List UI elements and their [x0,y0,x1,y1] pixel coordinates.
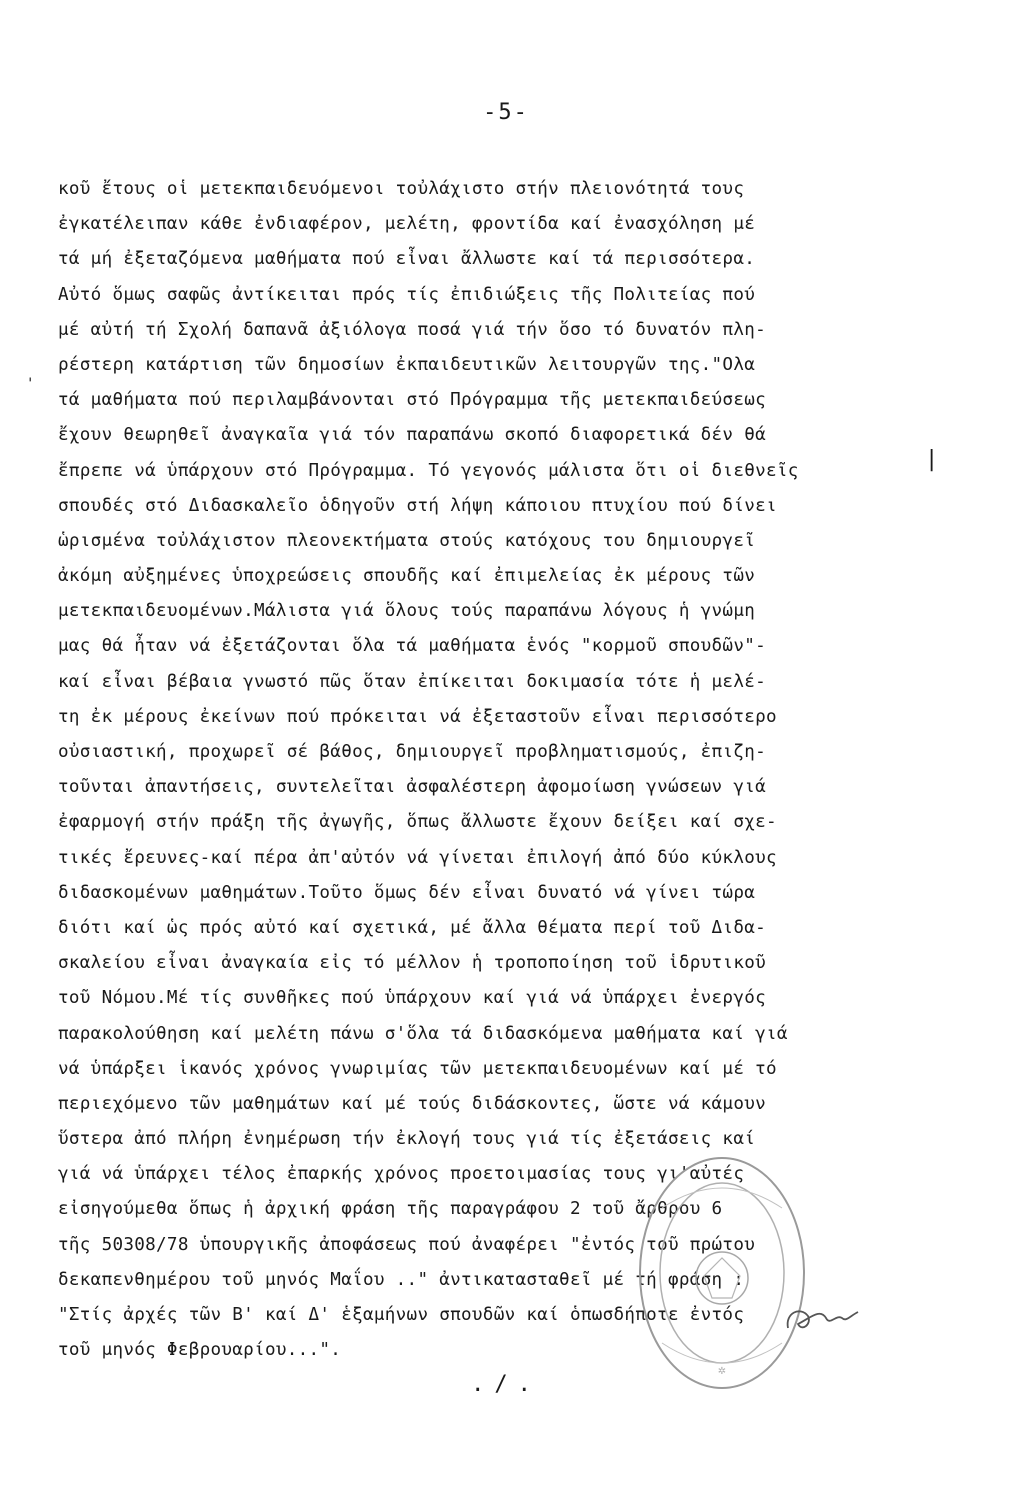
text-line: ἐγκατέλειπαν κάθε ἐνδιαφέρον, μελέτη, φροντίδα καί ἐνασχόληση μέ [58,214,756,235]
text-line: μας θά ἦταν νά ἐξετάζονται ὅλα τά μαθήματα ἑνός "κορμοῦ σπουδῶν"- [58,636,767,657]
text-line: μετεκπαιδευομένων.Μάλιστα γιά ὅλους τούς παραπάνω λόγους ἡ γνώμη [58,601,756,622]
text-line: "Στίς ἀρχές τῶν Β' καί Δ' ἑξαμήνων σπουδῶν καί ὁπωσδήποτε ἐντός [58,1305,745,1325]
text-line: διδασκομένων μαθημάτων.Τοῦτο ὅμως δέν εἶναι δυνατό νά γίνει τώρα [58,882,756,903]
handwritten-signature [780,1288,870,1348]
body-text [58,172,968,1368]
text-line: ὕστερα ἀπό πλήρη ἐνημέρωση τήν ἐκλογή τους γιά τίς ἐξετάσεις καί [58,1129,756,1150]
page-number: -5- [483,100,529,125]
text-line: σκαλείου εἶναι ἀναγκαία εἰς τό μέλλον ἡ τροποποίηση τοῦ ἱδρυτικοῦ [58,953,767,974]
text-line: ἐφαρμογή στήν πράξη τῆς ἀγωγῆς, ὅπως ἄλλωστε ἔχουν δείξει καί σχε- [58,812,777,833]
text-line: καί εἶναι βέβαια γνωστό πῶς ὅταν ἐπίκειται δοκιμασία τότε ἡ μελέ- [58,671,767,692]
text-line: τικές ἔρευνες-καί πέρα ἀπ'αὐτόν νά γίνεται ἐπιλογή ἀπό δύο κύκλους [58,847,777,868]
text-line: εἰσηγούμεθα ὅπως ἡ ἀρχική φράση τῆς παραγράφου 2 τοῦ ἄρθρου 6 [58,1199,723,1220]
text-line: δεκαπενθημέρου τοῦ μηνός Μαΐου .." ἀντικατασταθεῖ μέ τή φράση : [58,1269,745,1290]
text-line: γιά νά ὑπάρχει τέλος ἐπαρκής χρόνος προετοιμασίας τους γι'αὐτές [58,1164,745,1185]
text-line: ὡρισμένα τοὐλάχιστον πλεονεκτήματα στούς κατόχους του δημιουργεῖ [58,530,756,551]
text-line: ρέστερη κατάρτιση τῶν δημοσίων ἐκπαιδευτικῶν λειτουργῶν της."Ολα [58,354,756,375]
text-line: ἔχουν θεωρηθεῖ ἀναγκαῖα γιά τόν παραπάνω σκοπό διαφορετικά δέν θά [58,425,767,446]
text-line: περιεχόμενο τῶν μαθημάτων καί μέ τούς διδάσκοντες, ὥστε νά κάμουν [58,1093,767,1114]
svg-text:✲: ✲ [717,1366,727,1377]
text-line: τοῦ Νόμου.Μέ τίς συνθῆκες πού ὑπάρχουν καί γιά νά ὑπάρχει ἐνεργός [58,988,767,1009]
text-line: ἀκόμη αὐξημένες ὑποχρεώσεις σπουδῆς καί ἐπιμελείας ἐκ μέρους τῶν [58,566,756,587]
text-line: τοῦ μηνός Φεβρουαρίου...". [58,1340,342,1361]
text-line: τοῦνται ἀπαντήσεις, συντελεῖται ἀσφαλέστερη ἀφομοίωση γνώσεων γιά [58,777,767,798]
text-line: σπουδές στό Διδασκαλεῖο ὁδηγοῦν στή λήψη κάποιου πτυχίου πού δίνει [58,495,777,516]
continuation-mark: ./. [471,1372,541,1397]
text-line: οὐσιαστική, προχωρεῖ σέ βάθος, δημιουργεῖ προβληματισμούς, ἐπιζη- [58,742,767,762]
text-line: παρακολούθηση καί μελέτη πάνω σ'ὅλα τά διδασκόμενα μαθήματα καί γιά [58,1023,788,1044]
text-line: νά ὑπάρξει ἱκανός χρόνος γνωριμίας τῶν μετεκπαιδευομένων καί μέ τό [58,1058,777,1079]
text-line: μέ αὐτή τή Σχολή δαπανᾶ ἀξιόλογα ποσά γιά τήν ὅσο τό δυνατόν πλη- [58,319,767,340]
text-line: Αὐτό ὅμως σαφῶς ἀντίκειται πρός τίς ἐπιδιώξεις τῆς Πολιτείας πού [58,284,756,305]
text-line: τά μαθήματα πού περιλαμβάνονται στό Πρόγραμμα τῆς μετεκπαιδεύσεως [58,390,767,411]
text-line: τῆς 50308/78 ὑπουργικῆς ἀποφάσεως πού ἀναφέρει "ἐντός τοῦ πρώτου [58,1234,756,1255]
handwritten-margin-stroke: | [925,447,939,472]
margin-tick-mark: ' [26,376,35,392]
text-line: τη ἐκ μέρους ἐκείνων πού πρόκειται νά ἐξεταστοῦν εἶναι περισσότερο [58,706,777,727]
official-seal-stamp [632,1148,812,1398]
text-line: κοῦ ἔτους οἱ μετεκπαιδευόμενοι τοὐλάχιστο στήν πλειονότητά τους [58,179,745,199]
text-line: ἔπρεπε νά ὑπάρχουν στό Πρόγραμμα. Τό γεγονός μάλιστα ὅτι οἱ διεθνεῖς [58,460,799,481]
text-line: διότι καί ὡς πρός αὐτό καί σχετικά, μέ ἄλλα θέματα περί τοῦ Διδα- [58,917,767,938]
text-line: τά μή ἐξεταζόμενα μαθήματα πού εἶναι ἄλλωστε καί τά περισσότερα. [58,249,756,270]
